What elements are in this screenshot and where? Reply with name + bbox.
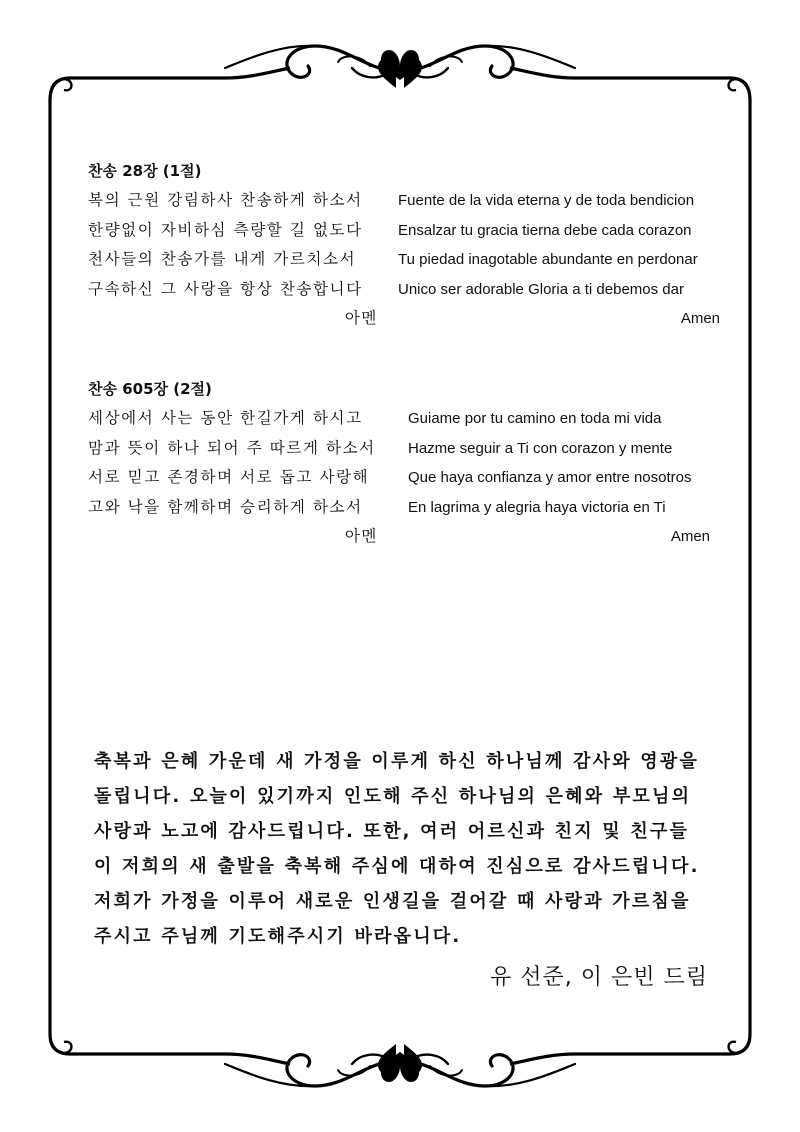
verse-line: En lagrima y alegria haya victoria en Ti [408, 498, 666, 516]
verse-line: Unico ser adorable Gloria a ti debemos dar [398, 280, 684, 298]
blessing-line: 돌립니다. 오늘이 있기까지 인도해 주신 하나님의 은혜와 부모님의 [94, 786, 692, 807]
signature: 유 선준, 이 은빈 드림 [490, 965, 708, 990]
blessing-line: 이 저희의 새 출발을 축복해 주심에 대하여 진심으로 감사드립니다. [94, 856, 700, 877]
hymn1-title: 찬송 28장 (1절) [88, 162, 202, 180]
blessing-message [94, 744, 734, 954]
verse-line: Fuente de la vida eterna y de toda bendicion [398, 192, 695, 209]
verse-line: 한량없이 자비하심 측량할 길 없도다 [88, 220, 363, 239]
verse-line: 천사들의 찬송가를 내게 가르치소서 [88, 250, 357, 268]
amen-label: Amen [670, 528, 710, 545]
hymn2-korean-verse [88, 404, 378, 552]
verse-line: 서로 믿고 존경하며 서로 돕고 사랑해 [88, 468, 370, 486]
verse-line: 구속하신 그 사랑을 항상 찬송합니다 [88, 279, 363, 298]
hymn1-spanish-verse [398, 186, 720, 334]
amen-label: 아멘 [344, 527, 378, 545]
blessing-line: 사랑과 노고에 감사드립니다. 또한, 여러 어르신과 친지 및 친구들 [94, 821, 690, 842]
verse-line: Tu piedad inagotable abundante en perdonar [398, 251, 698, 268]
blessing-line: 저희가 가정을 이루어 새로운 인생길을 걸어갈 때 사랑과 가르침을 [94, 891, 691, 912]
amen-label: Amen [680, 310, 720, 327]
verse-line: Guiame por tu camino en toda mi vida [408, 410, 662, 427]
verse-line: 복의 근원 강림하사 찬송하게 하소서 [88, 191, 363, 209]
blessing-line: 주시고 주님께 기도해주시기 바라옵니다. [94, 926, 462, 947]
verse-line: 맘과 뜻이 하나 되어 주 따르게 하소서 [88, 438, 376, 457]
verse-line: Que haya confianza y amor entre nosotros [408, 469, 692, 486]
blessing-line: 축복과 은혜 가운데 새 가정을 이루게 하신 하나님께 감사와 영광을 [94, 751, 700, 772]
verse-line: 세상에서 사는 동안 한길가게 하시고 [88, 409, 363, 427]
verse-line: 고와 낙을 함께하며 승리하게 하소서 [88, 497, 363, 516]
hymn2-spanish-verse [408, 404, 710, 552]
hymn1-korean-verse [88, 186, 378, 334]
hymn2-title: 찬송 605장 (2절) [88, 380, 212, 398]
amen-label: 아멘 [344, 309, 378, 327]
verse-line: Ensalzar tu gracia tierna debe cada corazon [398, 221, 692, 239]
verse-line: Hazme seguir a Ti con corazon y mente [408, 439, 673, 457]
